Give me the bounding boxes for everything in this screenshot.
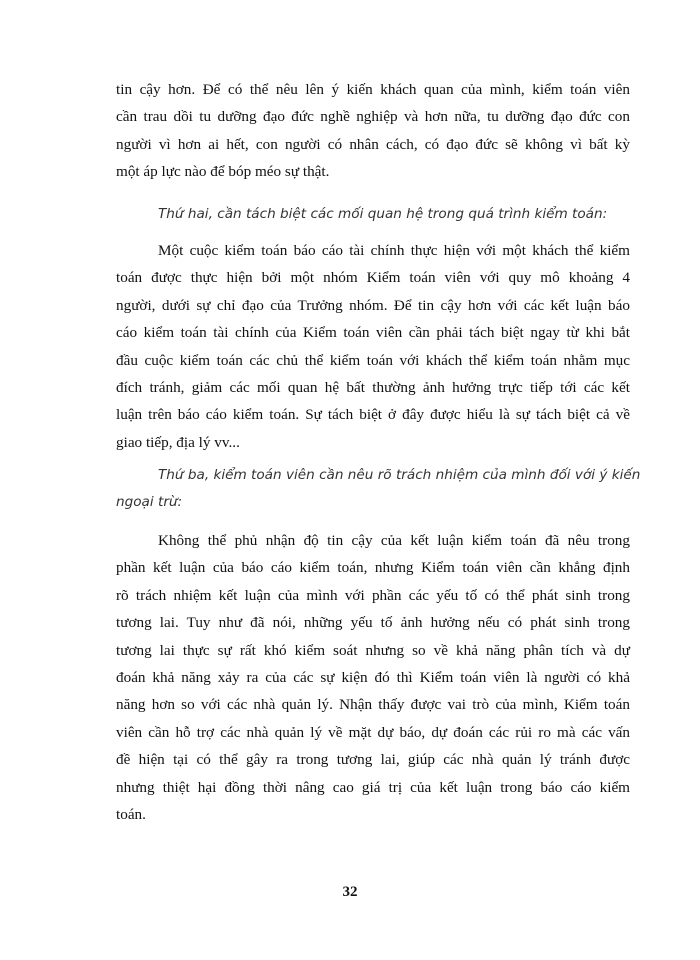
- paragraph-3-line-1: Không thể phủ nhận độ tin cậy của kết luận kiểm toán đã nêu trong: [158, 532, 630, 549]
- heading-3: [116, 462, 641, 517]
- paragraph-3-line-10: nhưng thiệt hại đồng thời nâng cao giá trị của kết luận trong báo cáo kiểm: [116, 778, 630, 796]
- paragraph-2-line-4: cáo kiểm toán tài chính của Kiểm toán viên cần phải tách biệt ngay từ khi bắt: [116, 324, 630, 342]
- paragraph-3-line-4: tương lai. Tuy như đã nói, những yếu tố ảnh hưởng nếu có phát sinh trong: [116, 614, 630, 632]
- paragraph-3-line-11: toán.: [116, 806, 146, 824]
- heading-2-line-1: Thứ hai, cần tách biệt các mối quan hệ trong quá trình kiểm toán:: [158, 206, 608, 222]
- paragraph-2-line-3: người, dưới sự chỉ đạo của Trưởng nhóm. Để tin cậy hơn với các kết luận báo: [116, 296, 630, 314]
- paragraph-2-line-8: giao tiếp, địa lý vv...: [116, 433, 240, 451]
- paragraph-3-line-9: đề hiện tại có thể gây ra trong tương lai, giúp các nhà quản lý tránh được: [116, 751, 630, 769]
- heading-3-line-2: ngoại trừ:: [116, 494, 183, 511]
- paragraph-2-line-2: toán được thực hiện bởi một nhóm Kiểm toán viên với quy mô khoảng 4: [116, 269, 630, 287]
- paragraph-3-line-6: đoán khả năng xảy ra của các sự kiện đó thì Kiểm toán viên là người có khả: [116, 669, 630, 687]
- paragraph-1: [116, 76, 630, 186]
- heading-3-line-1: Thứ ba, kiểm toán viên cần nêu rõ trách nhiệm của mình đối với ý kiến: [158, 467, 641, 483]
- paragraph-3-line-5: tương lai thực sự rất khó kiểm soát nhưng so về khả năng phân tích và dự: [116, 641, 630, 659]
- paragraph-3-line-2: phần kết luận của báo cáo kiểm toán, nhưng Kiểm toán viên cần khẳng định: [116, 559, 630, 577]
- paragraph-3-line-7: năng hơn so với các nhà quản lý. Nhận thấy được vai trò của mình, Kiểm toán: [116, 696, 630, 714]
- paragraph-2: [116, 237, 630, 456]
- paragraph-2-line-1: Một cuộc kiểm toán báo cáo tài chính thực hiện với một khách thể kiểm: [158, 242, 630, 259]
- paragraph-1-line-3: người vì hơn ai hết, con người có nhân cách, có đạo đức sẽ không vì bất kỳ: [116, 135, 630, 153]
- paragraph-2-line-5: đầu cuộc kiểm toán các chủ thể kiểm toán với khách thể kiểm toán nhằm mục: [116, 351, 630, 369]
- paragraph-1-line-4: một áp lực nào để bóp méo sự thật.: [116, 163, 330, 181]
- paragraph-1-line-2: cần trau dồi tu dưỡng đạo đức nghề nghiệp và hơn nữa, tu dưỡng đạo đức con: [116, 108, 630, 126]
- heading-2: [116, 201, 630, 228]
- paragraph-2-line-7: luận trên báo cáo kiểm toán. Sự tách biệt ở đây được hiểu là sự tách biệt cả về: [116, 406, 630, 424]
- paragraph-3-line-3: rõ trách nhiệm kết luận của mình với phần các yếu tố có thể phát sinh trong: [116, 586, 630, 604]
- paragraph-3-line-8: viên cần hỗ trợ các nhà quản lý về mặt dự báo, dự đoán các rủi ro mà các vấn: [116, 723, 630, 741]
- page-number: 32: [342, 884, 358, 900]
- paragraph-3: [116, 527, 630, 828]
- paragraph-2-line-6: đích tránh, giảm các mối quan hệ bất thường ảnh hưởng trực tiếp tới các kết: [116, 379, 630, 397]
- paragraph-1-line-1: tin cậy hơn. Để có thể nêu lên ý kiến khách quan của mình, kiểm toán viên: [116, 81, 630, 98]
